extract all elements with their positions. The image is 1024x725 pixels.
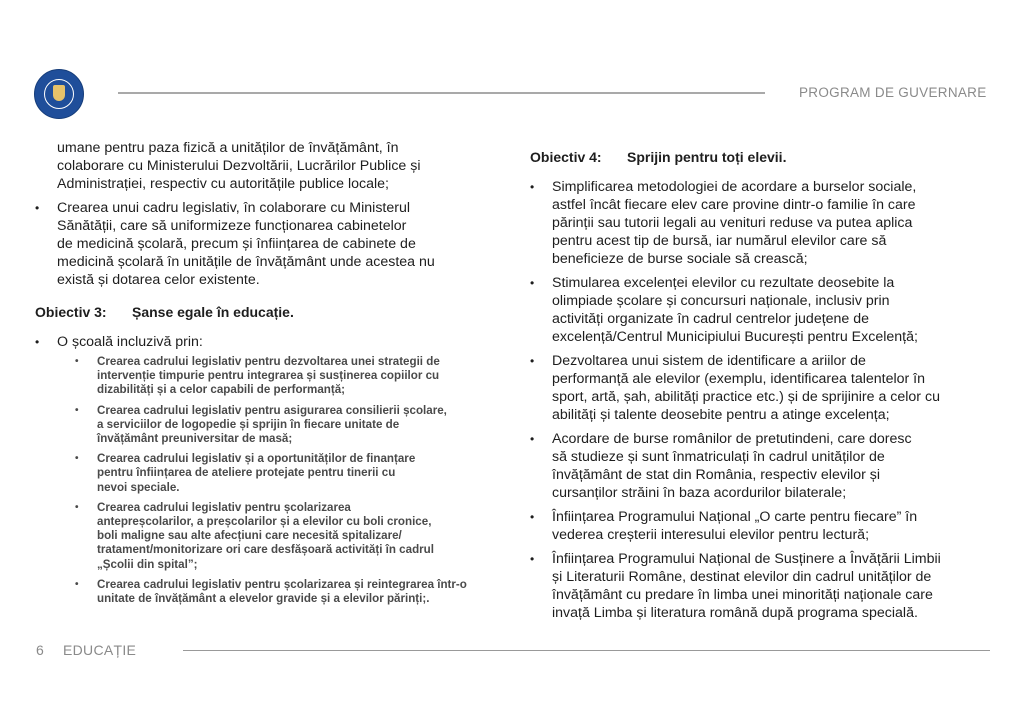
list-item: • Simplificarea metodologiei de acordare a burselor sociale, astfel încât fiecare elev care provine dintr-o familie în care părinții sau tutorii legali au venituri reduse va putea aplica pentru acest tip de bursă, iar numărul elevilor care să beneficieze de burse sociale să crească; — [530, 179, 917, 267]
government-logo — [34, 69, 84, 119]
right-column — [530, 134, 1000, 628]
sub-list-item: • Crearea cadrului legislativ pentru școlarizarea antepreșcolarilor, a preșcolarilor și a elevilor cu boli cronice, boli maligne sau alte afecțiuni care necesită spitalizare/ tratament/monitorizare ori care desfășoară activități în cadrul „Școlii din spital”; — [75, 500, 434, 571]
list-item: • Înființarea Programului Național de Susținere a Învățării Limbii și Literaturii Române, destinat elevilor din cadrul unităților de învățământ cu predare în limba unei minorități naționale care invață Limba și literatura română după programa specială. — [530, 551, 941, 621]
continued-paragraph: umane pentru paza fizică a unităților de învățământ, în colaborare cu Ministerului Dezvoltării, Lucrărilor Publice și Administrației, respectiv cu autoritățile publice locale; — [57, 140, 421, 192]
sub-list-item: • Crearea cadrului legislativ și a oportunităților de finanțare pentru înființarea de ateliere protejate pentru tinerii cu nevoi speciale. — [75, 452, 416, 494]
list-item: • Crearea unui cadru legislativ, în colaborare cu Ministerul Sănătății, care să uniformizeze funcționarea cabinetelor de medicină școlară, precum și înființarea de cabinete de medicină școlară în unitățile de învățământ unde acestea nu există și dotarea celor existente. — [35, 200, 435, 288]
list-item: • Acordare de burse românilor de pretutindeni, care doresc să studieze și sunt înmatriculați în cadrul unităților de învățământ de stat din România, respectiv elevilor și cursanților străini în baza acordurilor bilaterale; — [530, 431, 912, 501]
sub-list-item: • Crearea cadrului legislativ pentru dezvoltarea unei strategii de intervenție timpurie pentru integrarea și susținerea copiilor cu dizabilități și a celor capabili de performanță; — [75, 355, 440, 397]
list-item: • Stimularea excelenței elevilor cu rezultate deosebite la olimpiade școlare și concursuri naționale, inclusiv prin activități organizate în cadrul centrelor județene de excelență/Centrul Municipiului București pentru Excelență; — [530, 275, 918, 345]
sub-list-item: • Crearea cadrului legislativ pentru școlarizarea și reintegrarea într-o unitate de învățământ a elevelor gravide și a elevilor părinți;. — [75, 577, 467, 606]
left-column — [35, 139, 505, 612]
objective-heading: Obiectiv 3: Șanse egale în educație. — [35, 304, 294, 320]
page-number: 6 — [36, 642, 44, 658]
section-name: EDUCAȚIE — [63, 642, 137, 658]
list-item: • O școală incluzivă prin: — [35, 334, 203, 350]
header-divider — [118, 92, 765, 94]
coat-of-arms-icon — [53, 85, 65, 101]
document-title: PROGRAM DE GUVERNARE — [799, 85, 987, 100]
objective-heading: Obiectiv 4: Sprijin pentru toți elevii. — [530, 149, 787, 165]
sub-list-item: • Crearea cadrului legislativ pentru asigurarea consilierii școlare, a serviciilor de logopedie și sprijin în fiecare unitate de învățământ preuniversitar de masă; — [75, 403, 447, 446]
list-item: • Înființarea Programului Național „O carte pentru fiecare” în vederea creșterii interesului elevilor pentru lectură; — [530, 509, 918, 543]
list-item: • Dezvoltarea unui sistem de identificare a ariilor de performanță ale elevilor (exemplu, identificarea talentelor în sport, artă, șah, abilități practice etc.) și de sprijinire a celor cu abilități și talente deosebite pentru a atinge excelența; — [530, 353, 940, 423]
footer-divider — [183, 650, 990, 651]
